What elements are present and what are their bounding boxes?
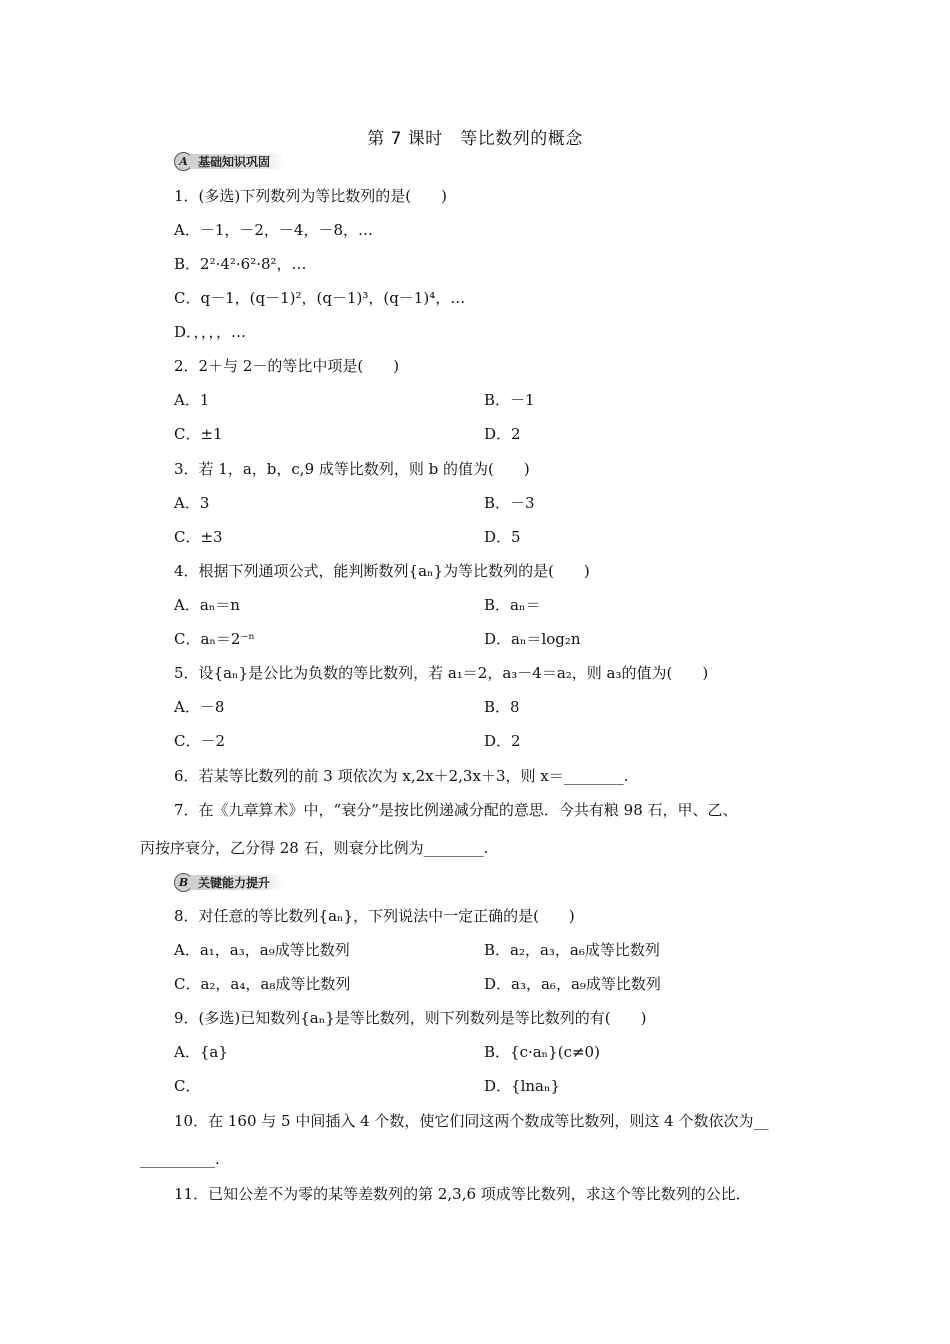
question-5-option-a: A．－8 xyxy=(174,698,225,716)
question-5-option-d: D．2 xyxy=(484,732,521,750)
question-9-option-c: C． xyxy=(174,1077,201,1095)
question-8-option-b: B．a₂，a₃，a₆成等比数列 xyxy=(484,941,660,959)
question-9-option-a: A．{a} xyxy=(174,1043,228,1061)
question-8-option-a: A．a₁，a₃，a₉成等比数列 xyxy=(174,941,350,959)
question-5-stem: 5．设{aₙ}是公比为负数的等比数列，若 a₁＝2，a₃－4＝a₂，则 a₃的值为( ) xyxy=(174,664,709,682)
question-3-option-c: C．±3 xyxy=(174,528,223,546)
section-header-advanced xyxy=(174,872,284,892)
question-1-stem: 1．(多选)下列数列为等比数列的是( ) xyxy=(174,187,447,205)
section-b-label: 关键能力提升 xyxy=(190,875,284,890)
question-4-option-b: B．aₙ＝ xyxy=(484,596,541,614)
question-11: 11．已知公差不为零的某等差数列的第 2,3,6 项成等比数列，求这个等比数列的公比． xyxy=(174,1185,751,1203)
question-3-option-d: D．5 xyxy=(484,528,521,546)
question-1-option-b: B．2²·4²·6²·8²，… xyxy=(174,255,307,273)
question-7-line-2: 丙按序衰分，乙分得 28 石，则衰分比例为________. xyxy=(140,839,489,857)
question-8-stem: 8．对任意的等比数列{aₙ}，下列说法中一定正确的是( ) xyxy=(174,907,575,925)
question-5-option-c: C．－2 xyxy=(174,732,226,750)
question-2-option-d: D．2 xyxy=(484,425,521,443)
question-2-stem: 2．2＋与 2－的等比中项是( ) xyxy=(174,357,400,375)
question-8-option-d: D．a₃，a₆，a₉成等比数列 xyxy=(484,975,661,993)
question-4-option-a: A．aₙ＝n xyxy=(174,596,240,614)
question-1-option-c: C．q－1，(q－1)²，(q－1)³，(q－1)⁴，… xyxy=(174,289,466,307)
question-4-option-d: D．aₙ＝log₂n xyxy=(484,630,581,648)
question-6: 6．若某等比数列的前 3 项依次为 x,2x＋2,3x＋3，则 x＝________. xyxy=(174,767,629,785)
question-10-line-2: __________. xyxy=(140,1150,220,1168)
question-3-stem: 3．若 1，a，b，c,9 成等比数列，则 b 的值为( ) xyxy=(174,460,530,478)
question-4-option-c: C．aₙ＝2⁻ⁿ xyxy=(174,630,255,648)
question-2-option-b: B．－1 xyxy=(484,391,535,409)
question-8-option-c: C．a₂，a₄，a₈成等比数列 xyxy=(174,975,351,993)
question-3-option-a: A．3 xyxy=(174,494,210,512)
question-1-option-d: D．，，，，… xyxy=(174,323,247,341)
section-header-basic xyxy=(174,151,284,171)
section-a-label: 基础知识巩固 xyxy=(190,154,284,169)
question-10-line-1: 10．在 160 与 5 中间插入 4 个数，使它们同这两个数成等比数列，则这 4 个数依次为__ xyxy=(174,1112,769,1130)
question-9-option-d: D．{lnaₙ} xyxy=(484,1077,561,1095)
section-b-icon: B xyxy=(174,873,193,892)
question-3-option-b: B．－3 xyxy=(484,494,535,512)
question-7-line-1: 7．在《九章算术》中，“衰分”是按比例递减分配的意思．今共有粮 98 石，甲、乙、 xyxy=(174,801,738,819)
question-9-option-b: B．{c·aₙ}(c≠0) xyxy=(484,1043,600,1061)
question-5-option-b: B．8 xyxy=(484,698,520,716)
section-a-icon: A xyxy=(174,152,193,171)
question-4-stem: 4．根据下列通项公式，能判断数列{aₙ}为等比数列的是( ) xyxy=(174,562,590,580)
page-title: 第 7 课时 等比数列的概念 xyxy=(367,129,583,149)
question-2-option-a: A．1 xyxy=(174,391,210,409)
question-2-option-c: C．±1 xyxy=(174,425,223,443)
question-1-option-a: A．－1，－2，－4，－8，… xyxy=(174,221,374,239)
question-9-stem: 9．(多选)已知数列{aₙ}是等比数列，则下列数列是等比数列的有( ) xyxy=(174,1009,647,1027)
